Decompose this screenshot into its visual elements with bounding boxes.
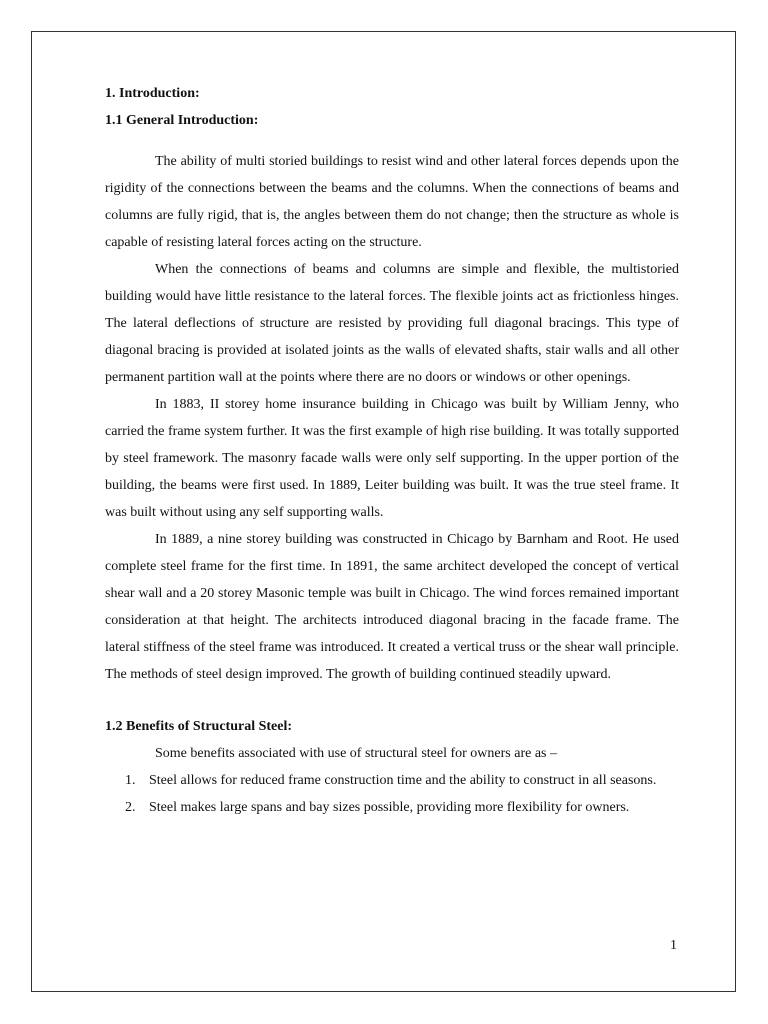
- list-item-number: 1.: [125, 773, 136, 788]
- page-content: [105, 80, 679, 821]
- section-1-heading: 1. Introduction:: [105, 86, 200, 101]
- paragraph-4: In 1889, a nine storey building was constructed in Chicago by Barnham and Root. He used complete steel frame for the first time. In 1891, the same architect developed the concept of vertical shear wall and a 20 storey Masonic temple was built in Chicago. The wind forces remained important consideration at that height. The architects introduced diagonal bracing in the facade frame. The lateral stiffness of the steel frame was introduced. It created a vertical truss or the shear wall principle. The methods of steel design improved. The growth of building continued steadily upward.: [105, 532, 679, 682]
- benefits-list: [105, 767, 679, 821]
- document-page: [31, 31, 736, 992]
- list-item: [105, 794, 679, 821]
- benefits-intro: Some benefits associated with use of structural steel for owners are as –: [155, 746, 557, 761]
- paragraph-1: The ability of multi storied buildings to resist wind and other lateral forces depends upon the rigidity of the connections between the beams and the columns. When the connections of beams and columns are fully rigid, that is, the angles between them do not change; then the structure as whole is capable of resisting lateral forces acting on the structure.: [105, 154, 679, 250]
- section-1-2-heading: 1.2 Benefits of Structural Steel:: [105, 719, 293, 734]
- section-1-1-heading: 1.1 General Introduction:: [105, 113, 259, 128]
- list-item: [105, 767, 679, 794]
- paragraph-3: In 1883, II storey home insurance building in Chicago was built by William Jenny, who carried the frame system further. It was the first example of high rise building. It was totally supported by steel framework. The masonry facade walls were only self supporting. In the upper portion of the building, the beams were first used. In 1889, Leiter building was built. It was the true steel frame. It was built without using any self supporting walls.: [105, 397, 679, 520]
- list-item-text: Steel makes large spans and bay sizes possible, providing more flexibility for owners.: [149, 800, 630, 815]
- list-item-number: 2.: [125, 800, 136, 815]
- paragraph-2: When the connections of beams and columns are simple and flexible, the multistoried building would have little resistance to the lateral forces. The flexible joints act as frictionless hinges. The lateral deflections of structure are resisted by providing full diagonal bracings. This type of diagonal bracing is provided at isolated joints as the walls of elevated shafts, stair walls and all other permanent partition wall at the points where there are no doors or windows or other openings.: [105, 262, 679, 385]
- page-number: 1: [670, 938, 677, 953]
- list-item-text: Steel allows for reduced frame construction time and the ability to construct in all seasons.: [149, 773, 657, 788]
